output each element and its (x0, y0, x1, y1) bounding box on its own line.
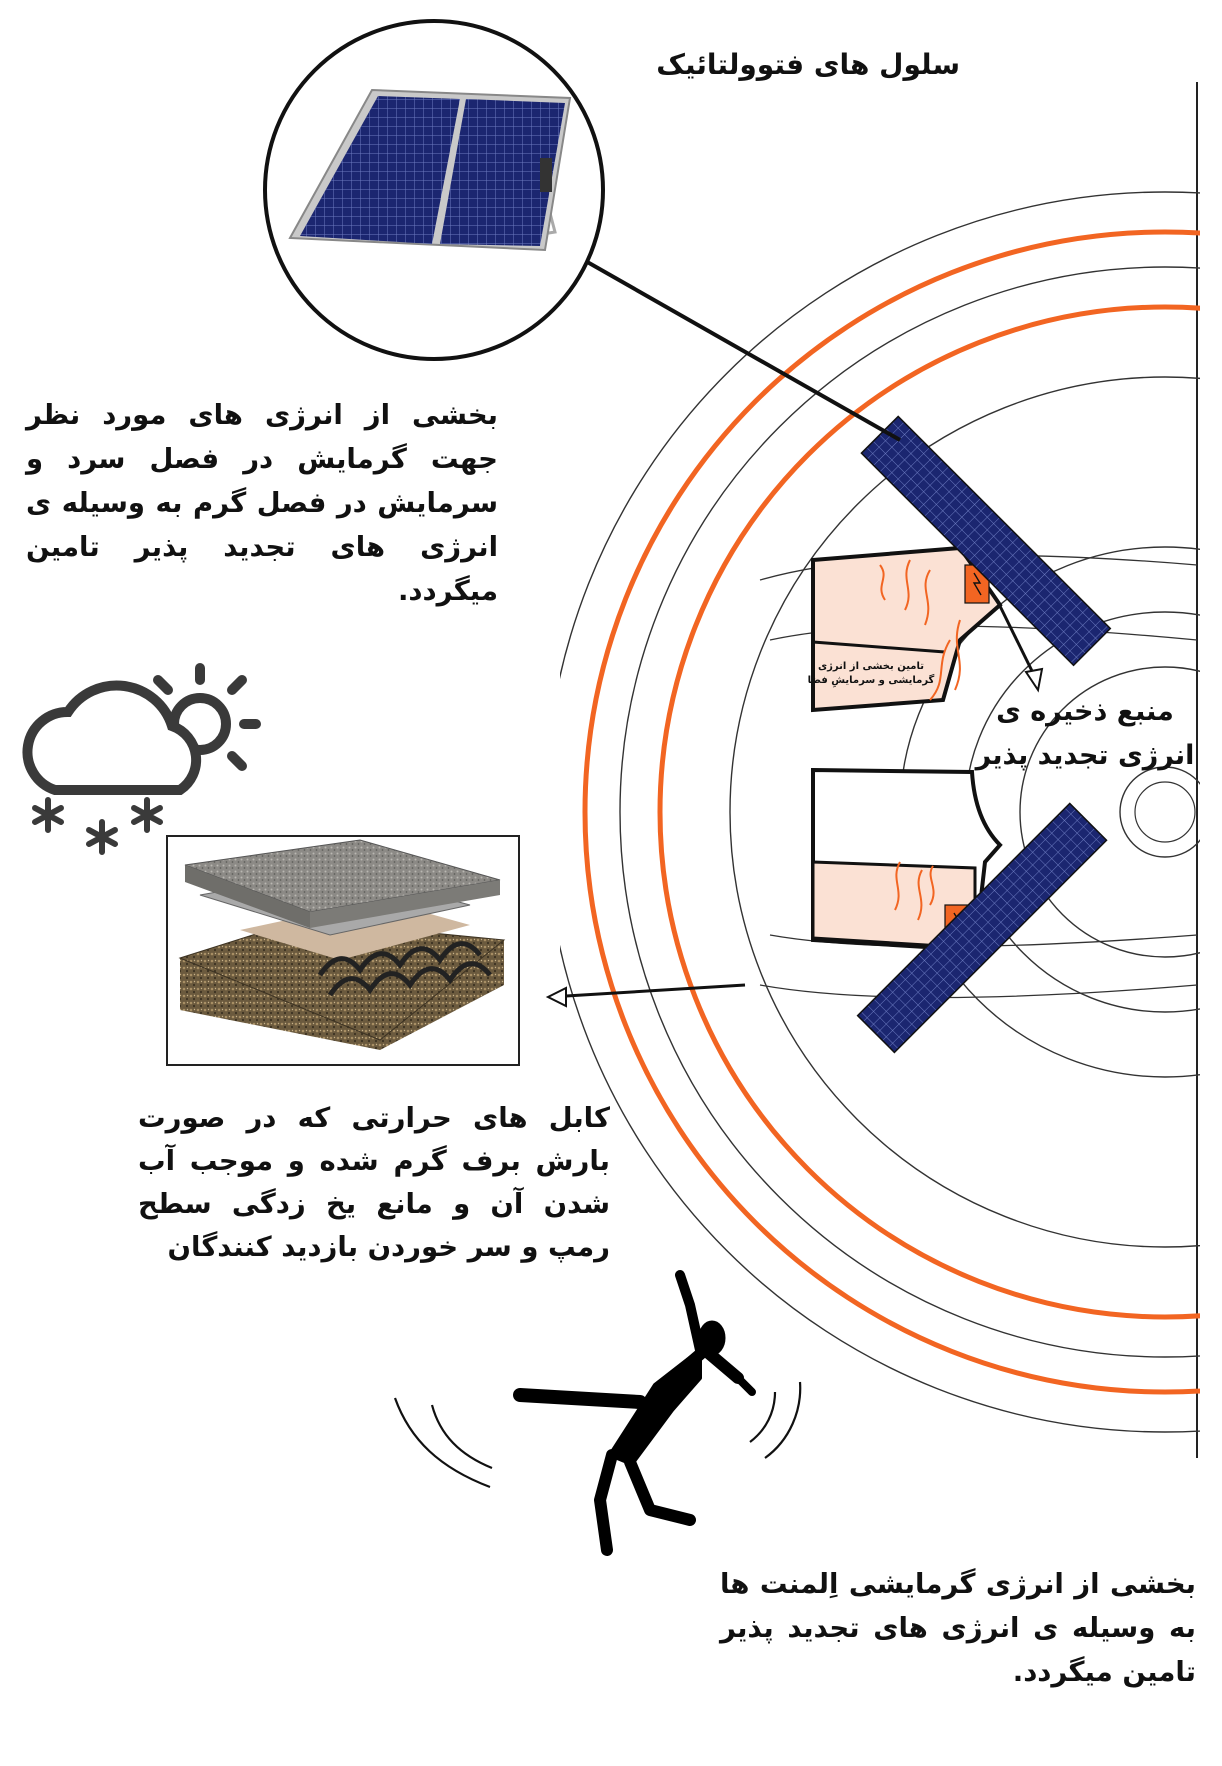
slipping-person-icon (395, 1275, 800, 1550)
pv-leader-line (575, 255, 900, 440)
photovoltaic-title: سلول های فتوولتائیک (656, 48, 960, 81)
heating-elements-paragraph: بخشی از انرژی گرمایشی اِلمنت ها به وسیله ی انرژی های تجدید پذیر تامین میگردد. (720, 1568, 1196, 1688)
storage-arrowhead (1026, 669, 1042, 690)
heating-cables-paragraph: کابل های حرارتی که در صورت بارش برف گرم شده و موجب آب شدن آن و مانع یخ زدگی سطح رمپ و سر خوردن بازدید کنندگان (138, 1102, 610, 1263)
room-energy-note: تامین بخشی از انرژی گرمایشی و سرمایشِ فضا (807, 661, 935, 686)
cable-leader-line (566, 985, 745, 996)
ring-line (965, 612, 1222, 1012)
cable-arrowhead (548, 988, 566, 1006)
cloud-sun-snow-icon (27, 668, 256, 852)
storage-label: منبع ذخیره ی انرژی تجدید پذیر (975, 696, 1195, 771)
hvac-energy-paragraph: بخشی از انرژی های مورد نظر جهت گرمایش در فصل سرد و سرمایش در فصل گرم به وسیله ی انرژی های تجدید پذیر تامین میگردد. (26, 399, 498, 607)
core-ring (1135, 782, 1195, 842)
